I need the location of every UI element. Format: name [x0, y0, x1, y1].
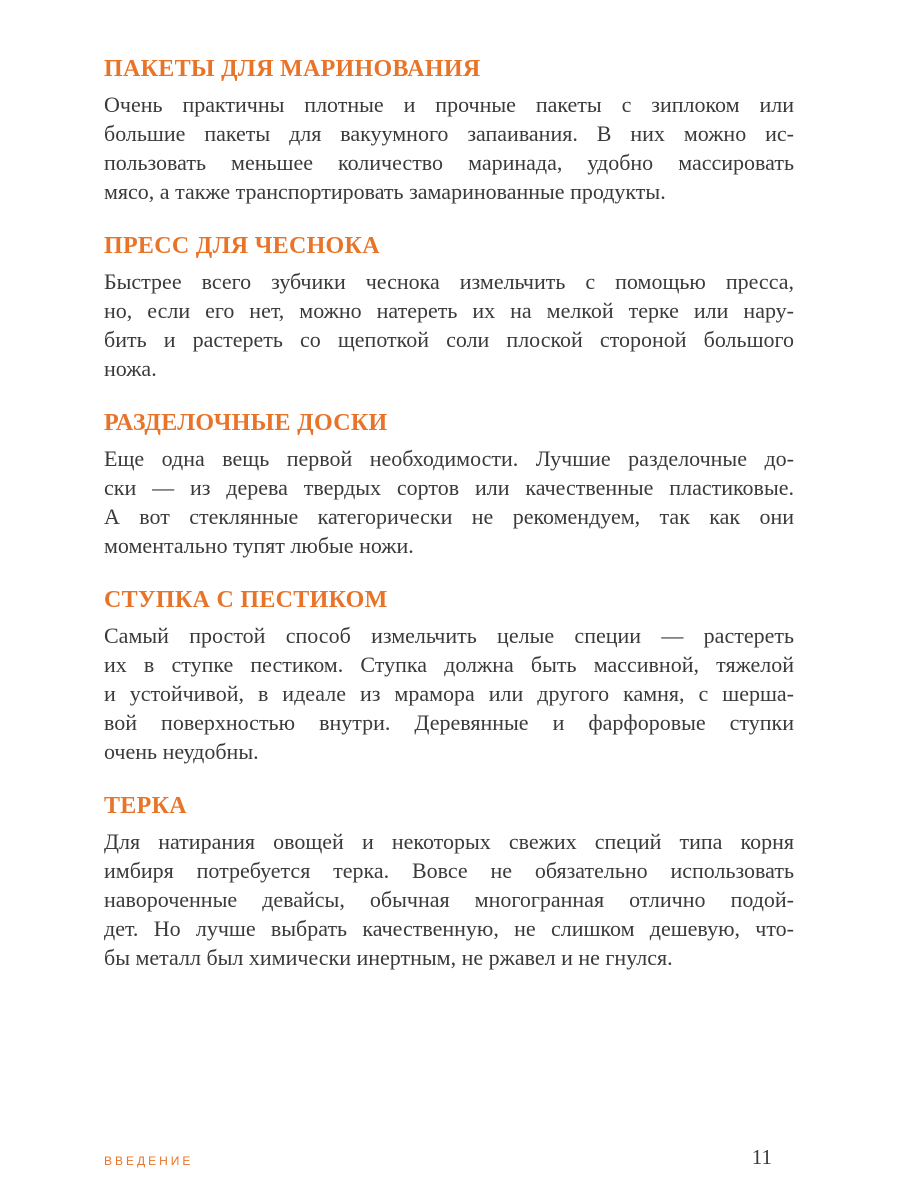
section-body: [104, 621, 794, 766]
page-content: [104, 54, 794, 997]
section-title: ПРЕСС ДЛЯ ЧЕСНОКА: [104, 233, 380, 259]
text-line: Быстрее всего зубчики чеснока измельчить с помощью пресса,: [104, 269, 794, 294]
section-body: [104, 267, 794, 383]
text-line: бы металл был химически инертным, не ржавел и не гнулся.: [104, 945, 673, 970]
text-line: Очень практичны плотные и прочные пакеты с зиплоком или: [104, 92, 794, 117]
section-body: [104, 444, 794, 560]
text-line: моментально тупят любые ножи.: [104, 533, 414, 558]
text-line: мясо, а также транспортировать замаринованные продукты.: [104, 179, 666, 204]
section-garlic-press: [104, 231, 794, 383]
section-body: [104, 90, 794, 206]
text-line: имбиря потребуется терка. Вовсе не обязательно использовать: [104, 858, 794, 883]
text-line: Самый простой способ измельчить целые специи — растереть: [104, 623, 794, 648]
running-footer-label: ВВЕДЕНИЕ: [104, 1154, 194, 1168]
text-line: Для натирания овощей и некоторых свежих специй типа корня: [104, 829, 794, 854]
section-title: РАЗДЕЛОЧНЫЕ ДОСКИ: [104, 410, 388, 436]
section-cutting-boards: [104, 408, 794, 560]
text-line: навороченные девайсы, обычная многогранная отлично подой-: [104, 887, 794, 912]
text-line: ножа.: [104, 356, 157, 381]
text-line: и устойчивой, в идеале из мрамора или другого камня, с шерша-: [104, 681, 794, 706]
text-line: большие пакеты для вакуумного запаивания. В них можно ис-: [104, 121, 794, 146]
section-grater: [104, 791, 794, 972]
text-line: но, если его нет, можно натереть их на мелкой терке или нару-: [104, 298, 794, 323]
section-body: [104, 827, 794, 972]
section-marinating-bags: [104, 54, 794, 206]
text-line: их в ступке пестиком. Ступка должна быть массивной, тяжелой: [104, 652, 794, 677]
text-line: очень неудобны.: [104, 739, 259, 764]
text-line: вой поверхностью внутри. Деревянные и фарфоровые ступки: [104, 710, 794, 735]
text-line: бить и растереть со щепоткой соли плоской стороной большого: [104, 327, 794, 352]
section-title: СТУПКА С ПЕСТИКОМ: [104, 587, 388, 613]
text-line: Еще одна вещь первой необходимости. Лучшие разделочные до-: [104, 446, 794, 471]
section-title: ПАКЕТЫ ДЛЯ МАРИНОВАНИЯ: [104, 56, 481, 82]
text-line: пользовать меньшее количество маринада, удобно массировать: [104, 150, 794, 175]
text-line: ски — из дерева твердых сортов или качественные пластиковые.: [104, 475, 794, 500]
section-title: ТЕРКА: [104, 793, 187, 819]
section-mortar-pestle: [104, 585, 794, 766]
text-line: А вот стеклянные категорически не рекомендуем, так как они: [104, 504, 794, 529]
page-number: 11: [751, 1145, 772, 1169]
text-line: дет. Но лучше выбрать качественную, не слишком дешевую, что-: [104, 916, 794, 941]
